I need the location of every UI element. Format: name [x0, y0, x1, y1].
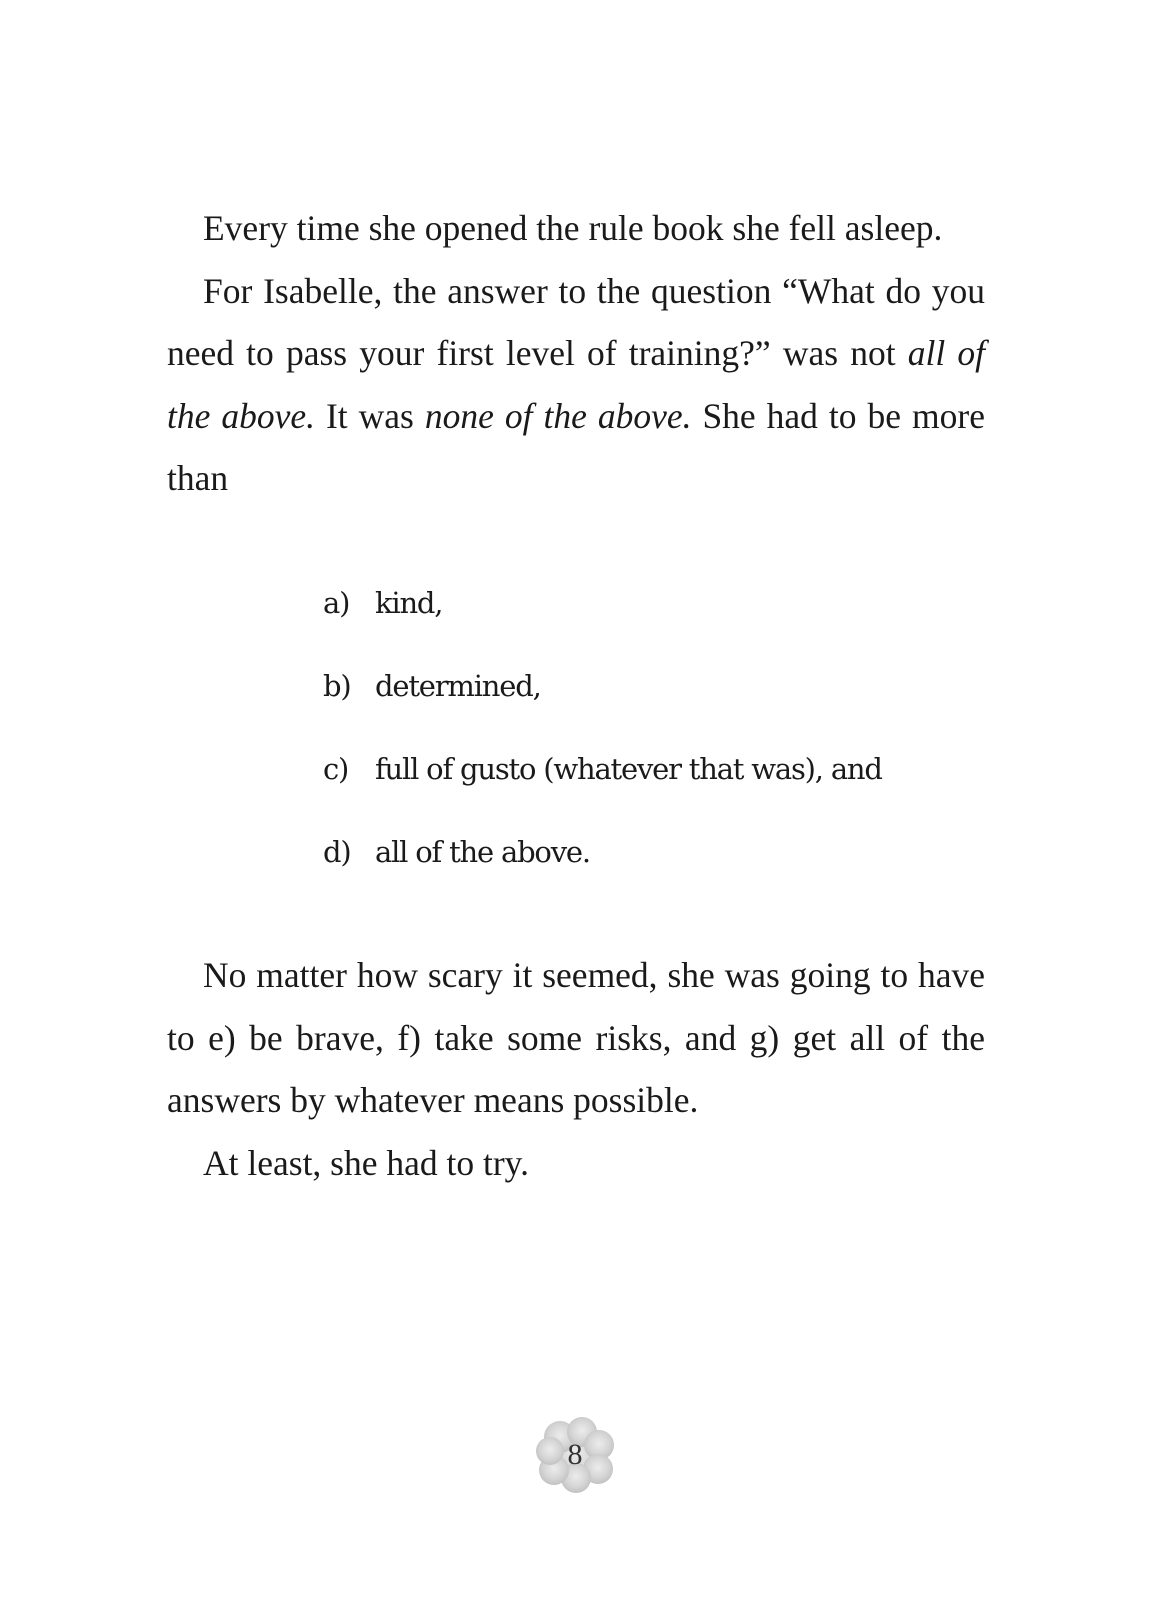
list-marker: a)	[323, 586, 350, 620]
paragraph-try	[167, 1132, 985, 1195]
page-number: 8	[567, 1438, 583, 1471]
bottom-text-block	[167, 944, 985, 1194]
list-item	[323, 827, 882, 910]
paragraph-be-brave	[167, 944, 985, 1132]
list-item	[323, 661, 882, 744]
list-item-text: all of the above.	[375, 835, 590, 869]
paragraph-question	[167, 260, 985, 510]
list-marker: d)	[323, 835, 351, 869]
list-item	[323, 744, 882, 827]
paragraph-text: It was	[315, 395, 425, 436]
paragraph-text: Every time she opened the rule book she fell asleep.	[203, 208, 943, 248]
page-number-badge	[532, 1415, 618, 1495]
paragraph-text: She had to be more than	[167, 395, 985, 498]
paragraph-rule-book	[167, 197, 985, 260]
list-marker: b)	[323, 669, 351, 703]
emphasis-none-of-the-above: none of the above.	[424, 395, 692, 436]
list-item-text: full of gusto (whatever that was), and	[375, 752, 882, 786]
qualities-list	[323, 578, 882, 910]
list-item-text: kind,	[375, 586, 443, 620]
paragraph-text: For Isabelle, the answer to the question “What do you need to pass your first level of training?” was not	[167, 270, 985, 373]
paragraph-text: At least, she had to try.	[203, 1142, 530, 1183]
list-item-text: determined,	[375, 669, 541, 703]
emphasis-all-of-the-above: all of the above.	[167, 333, 985, 436]
paragraph-text: No matter how scary it seemed, she was going to have to e) be brave, f) take some risks, and g) get all of the answers by whatever means possible.	[167, 955, 985, 1120]
list-item	[323, 578, 882, 661]
top-text-block	[167, 197, 985, 510]
list-marker: c)	[323, 752, 349, 786]
